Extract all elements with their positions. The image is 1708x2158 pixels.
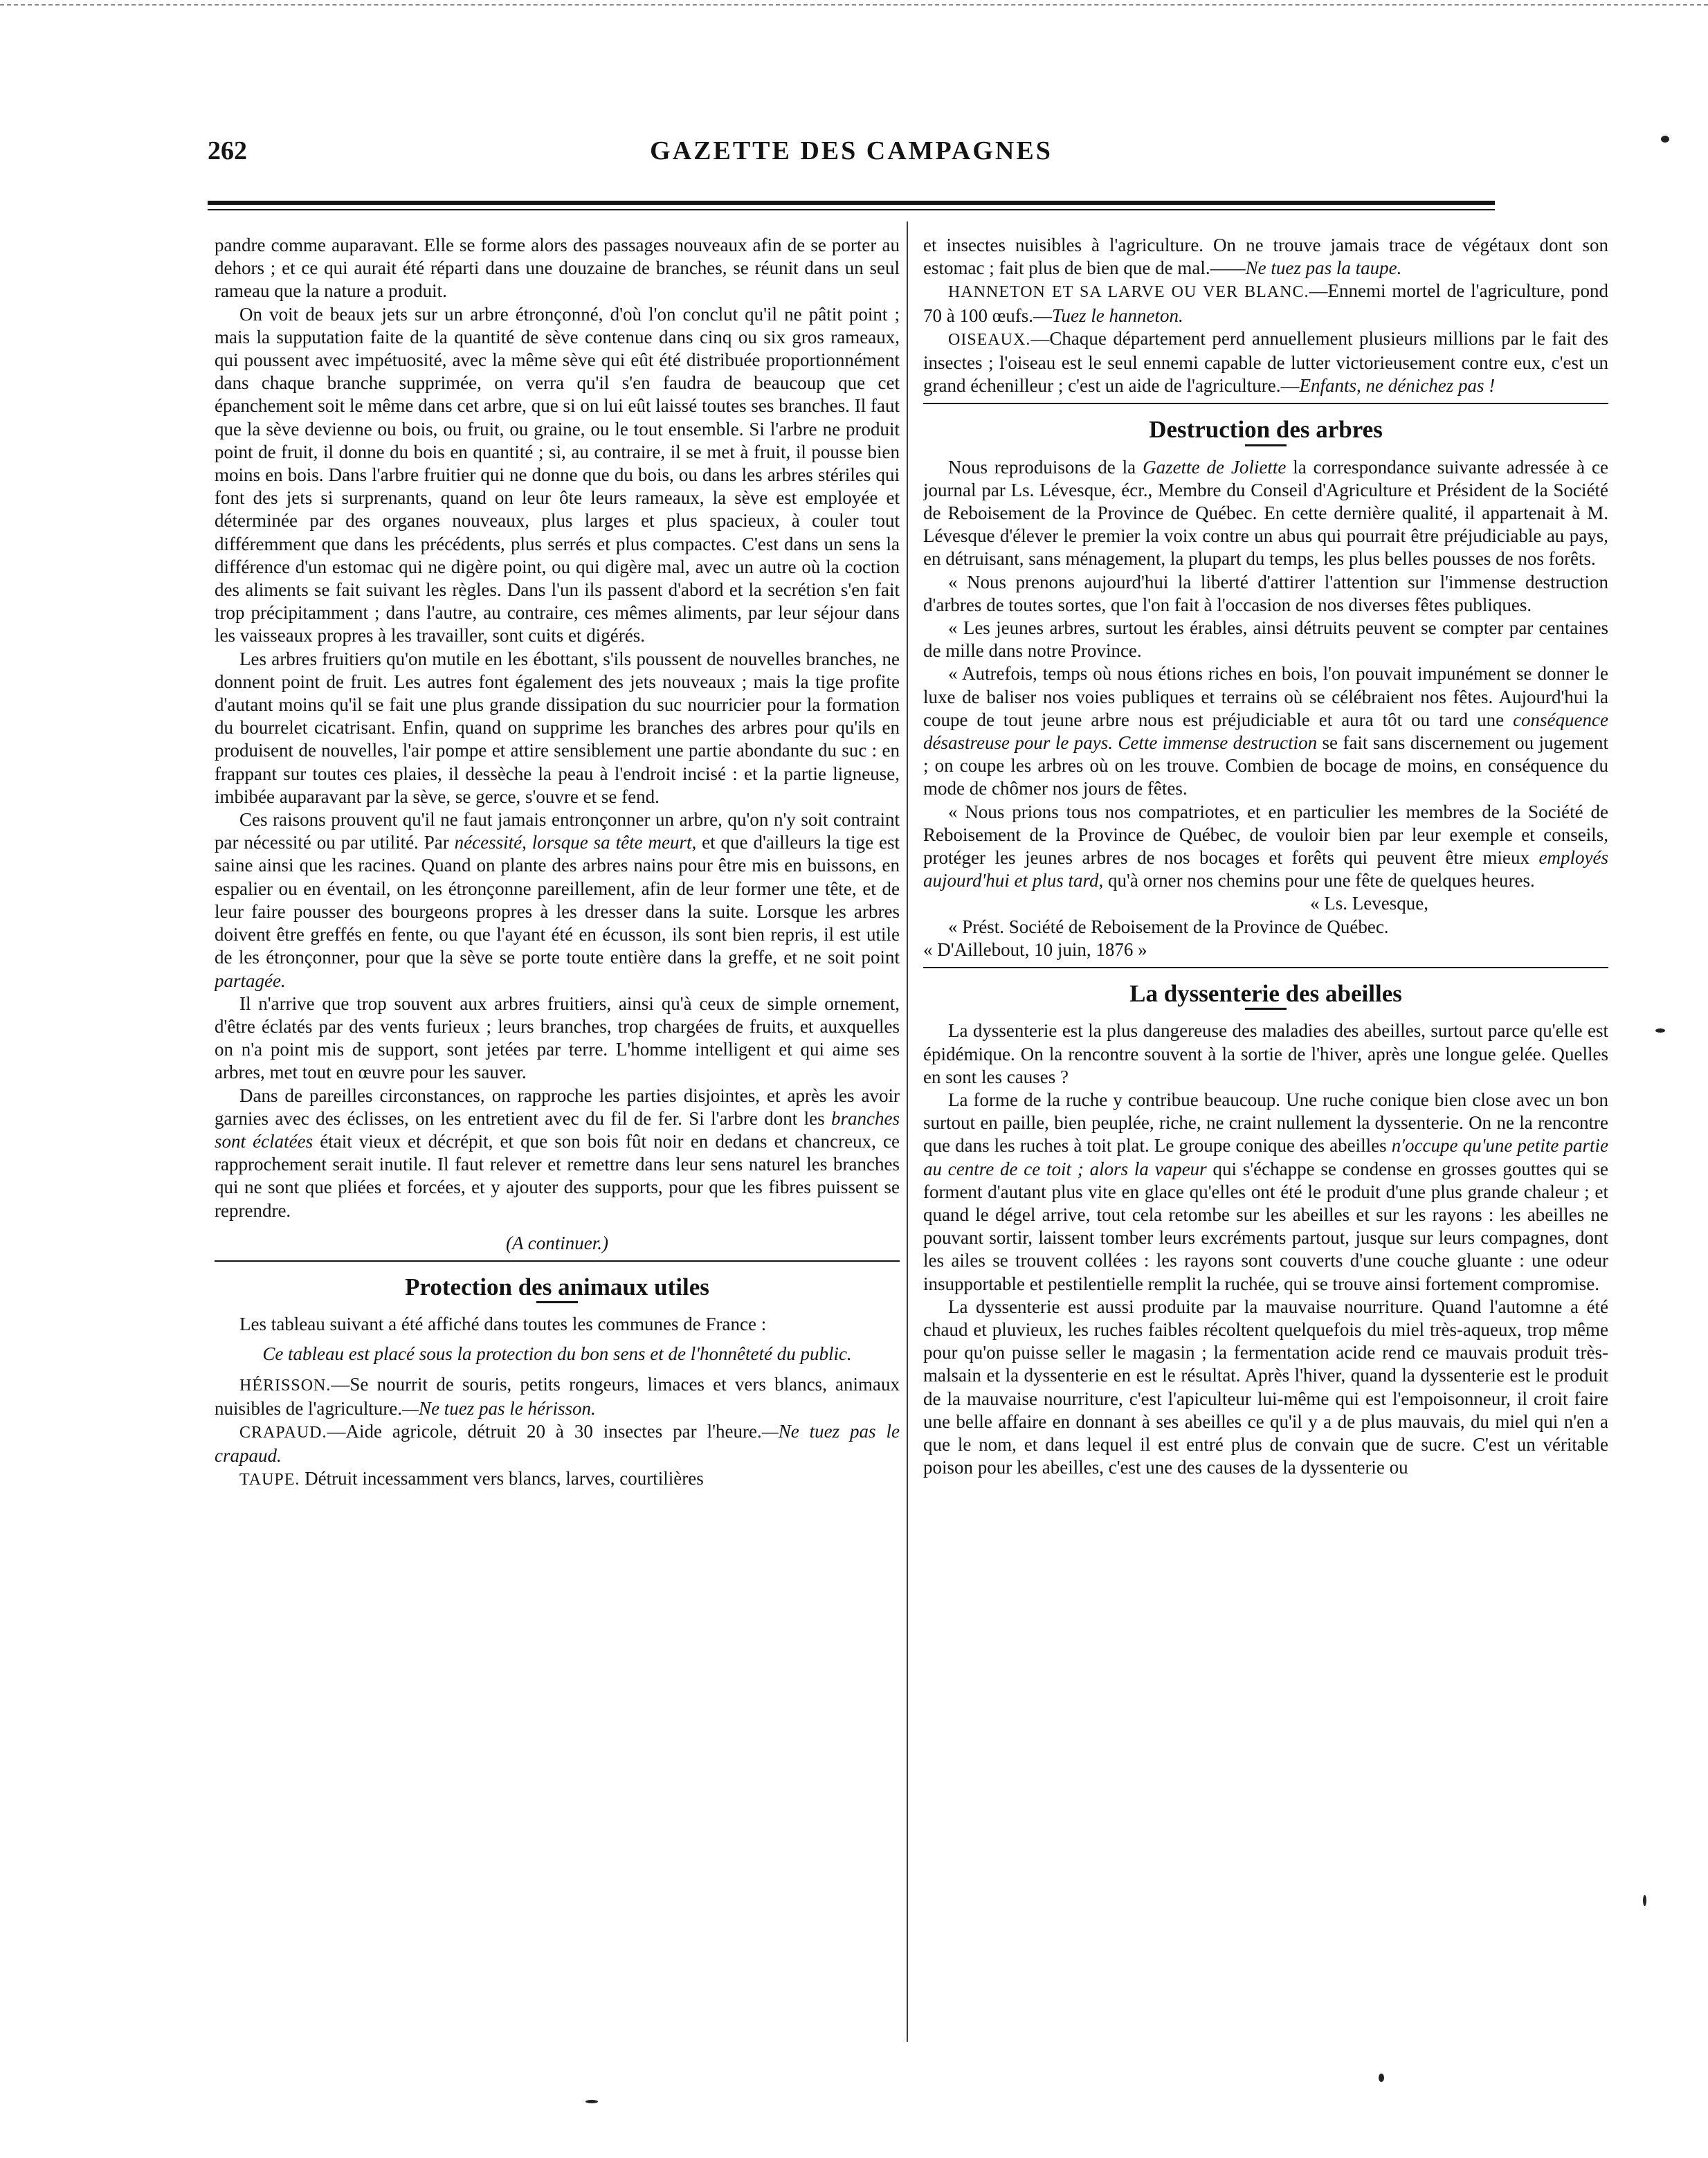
top-border [0, 4, 1708, 6]
section-dash [1245, 444, 1287, 446]
paragraph: « Les jeunes arbres, surtout les érables, ainsi détruits peuvent se compter par centaines de mille dans notre Province. [923, 617, 1608, 662]
paragraph: Dans de pareilles circonstances, on rapproche les parties disjointes, et après les avoir garnies avec des éclisses, on les entretient avec du fil de fer. Si l'arbre dont les branches sont éclatées était vieux et décrépit, et que son bois fût noir en dedans et chancreux, ce rapprochement serait inutile. Il faut relever et remettre dans leur sens naturel les branches qui ne sont que pliées et forcées, et y ajouter des supports, pour que les fibres puissent se reprendre. [215, 1085, 900, 1221]
paragraph: Il n'arrive que trop souvent aux arbres fruitiers, ainsi qu'à ceux de simple ornement, d'être éclatés par des vents furieux ; leurs branches, trop chargées de fruits, et auxquelles on n'a point mis de support, sont jetées par terre. L'homme intelligent et qui aime ses arbres, met tout en œuvre pour les sauver. [215, 992, 900, 1083]
section-rule [923, 403, 1608, 404]
signature: « Ls. Levesque, [1310, 893, 1428, 914]
running-title: GAZETTE DES CAMPAGNES [650, 136, 1053, 165]
paragraph: « Nous prenons aujourd'hui la liberté d'attirer l'attention sur l'immense destruction d'arbres de toutes sortes, que l'on fait à l'occasion de nos diverses fêtes publiques. [923, 571, 1608, 615]
entry-crapaud: CRAPAUD.—Aide agricole, détruit 20 à 30 insectes par l'heure.—Ne tuez pas le crapaud. [215, 1420, 900, 1467]
scan-speck [1661, 136, 1669, 143]
paragraph: La dyssenterie est aussi produite par la mauvaise nourriture. Quand l'automne a été chaud et pluvieux, les ruches faibles récoltent quelquefois du miel très-aqueux, trop même pour qu'on puisse seller le magasin ; la fermentation acide rend ce mauvais produit très-malsain et la dyssenterie en est le résultat. Après l'hiver, quand la dyssenterie est le produit de la mauvaise nourriture, c'est l'apiculteur lui-même qui est l'empoisonneur, il croit faire une belle affaire en donnant à ses abeilles ce qu'il y a de plus mauvais, du miel qui n'en a que le nom, et dans lequel il est entré plus de convain que de sucre. C'est un véritable poison pour les abeilles, c'est une des causes de la dyssenterie ou [923, 1296, 1608, 1478]
page-header [208, 136, 1495, 177]
section-dash [1245, 1008, 1287, 1010]
right-column [923, 234, 1608, 2047]
scan-speck [1379, 2074, 1384, 2082]
scan-speck [585, 2100, 598, 2103]
section-dash [536, 1301, 578, 1303]
header-rule-thin [208, 209, 1495, 210]
section-title: Protection des animaux utiles [405, 1273, 709, 1300]
paragraph: On voit de beaux jets sur un arbre étronçonné, d'où l'on conclut qu'il ne pâtit point ; mais la supputation faite de la quantité de sève contenue dans cinq ou six gros rameaux, qui poussent avec impétuosité, avec la même sève qui eût été distribuée proportionnément dans chaque branche supprimée, on verra qu'il s'en faudra de beaucoup que cet épanchement soit le même dans cet arbre, que si on lui eût laissé toutes ses branches. Il faut que la sève devienne ou bois, ou fruit, ou graine, ou le tout ensemble. Si l'arbre ne produit point de fruit, il donne du bois en quantité ; si, au contraire, il se met à fruit, il pousse bien moins en bois. Dans l'arbre fruitier qui ne donne que du bois, ou dans les arbres stériles qui font des jets si surprenants, quand on leur ôte leurs rameaux, la sève est employée et déterminée par des organes nouveaux, plus larges et plus spacieux, à couler tout différemment que dans les précédents, plus serrés et plus compactes. C'est dans un sens la différence d'un estomac qui ne digère point, ou qui digère mal, avec un autre où la coction des aliments se fait suivant les règles. Dans l'un ils passent d'abord et la secrétion s'en fait trop précipitamment ; dans l'autre, au contraire, ces mêmes aliments, par leur séjour dans les vaisseaux propres à les travailler, sont cuits et digérés. [215, 303, 900, 646]
paragraph: Ces raisons prouvent qu'il ne faut jamais entronçonner un arbre, qu'on n'y soit contraint par nécessité ou par utilité. Par nécessité, lorsque sa tête meurt, et que d'ailleurs la tige est saine ainsi que les racines. Quand on plante des arbres nains pour être mis en buissons, en espalier ou en éventail, on les étronçonne pareillement, afin de leur former une tête, et de leur faire pousser des bourgeons propres à les dresser dans la suite. Lorsque les arbres doivent être greffés en fente, ou que l'ayant été en écusson, ils sont bien repris, il est utile de les étronçonner, pour que la sève se porte toute entière dans la greffe, et ne soit point partagée. [215, 809, 900, 991]
quote: Ce tableau est placé sous la protection du bon sens et de l'honnêteté du public. [262, 1343, 852, 1365]
entry-herisson: HÉRISSON.—Se nourrit de souris, petits rongeurs, limaces et vers blancs, animaux nuisibles de l'agriculture.—Ne tuez pas le hérisson. [215, 1373, 900, 1419]
paragraph: Nous reproduisons de la Gazette de Joliette la correspondance suivante adressée à ce journal par Ls. Lévesque, écr., Membre du Conseil d'Agriculture et Président de la Société de Reboisement de la Province de Québec. En cette dernière qualité, il appartenait à M. Lévesque d'élever le premier la voix contre un abus qui pourrait être préjudiciable au pays, en détruisant, sans ménagement, la plupart du temps, les plus belles pousses de nos forêts. [923, 456, 1608, 570]
header-rule [208, 201, 1495, 205]
paragraph: « Autrefois, temps où nous étions riches en bois, l'on pouvait impunément se donner le luxe de baliser nos voies publiques et terrains où se célébraient nos fêtes. Aujourd'hui la coupe de tout jeune arbre nous est préjudiciable et aura tôt ou tard une conséquence désastreuse pour le pays. Cette immense destruction se fait sans discernement ou jugement ; on coupe les arbres où on les trouve. Combien de bocage de moins, en conséquence du mode de chômer nos jours de fêtes. [923, 663, 1608, 799]
section-title: La dyssenterie des abeilles [1129, 980, 1402, 1008]
page-number: 262 [208, 136, 247, 165]
paragraph: pandre comme auparavant. Elle se forme alors des passages nouveaux afin de se porter au dehors ; et ce qui aurait été réparti dans une douzaine de branches, se réunit dans un seul rameau que la nature a produit. [215, 235, 900, 302]
entry-taupe: TAUPE. Détruit incessamment vers blancs, larves, courtilières [239, 1468, 704, 1489]
entry-hanneton: HANNETON ET SA LARVE OU VER BLANC.—Ennemi mortel de l'agriculture, pond 70 à 100 œufs.—Tuez le hanneton. [923, 280, 1608, 326]
entry-oiseaux: OISEAUX.—Chaque département perd annuellement plusieurs millions par le fait des insectes ; l'oiseau est le seul ennemi capable de lutter victorieusement contre eux, c'est un grand échenilleur ; c'est un aide de l'agriculture.—Enfants, ne dénichez pas ! [923, 327, 1608, 397]
entry-taupe-cont: et insectes nuisibles à l'agriculture. On ne trouve jamais trace de végétaux dont son estomac ; fait plus de bien que de mal.——Ne tuez pas la taupe. [923, 235, 1608, 279]
column-separator [907, 221, 908, 2042]
paragraph: Les arbres fruitiers qu'on mutile en les ébottant, s'ils poussent de nouvelles branches, ne donnent point de fruit. Les autres font également des jets nouveaux ; mais la tige profite d'autant moins qu'il se fait une plus grande dissipation du suc nourricier pour la formation du bourrelet cicatrisant. Enfin, quand on supprime les branches des arbres pour qu'ils en produisent de nouvelles, l'air pompe et attire sensiblement une partie abondante du suc : en frappant sur toutes ces plaies, il dessèche la peau à l'endroit incisé : et la partie ligneuse, imbibée auparavant par la sève, se gerce, s'ouvre et se fend. [215, 648, 900, 807]
scan-speck [1655, 1028, 1665, 1033]
paragraph: « Nous prions tous nos compatriotes, et en particulier les membres de la Société de Reboisement de la Province de Québec, de vouloir bien par leur exemple et conseils, protéger les jeunes arbres de nos bocages et forêts qui peuvent être mieux employés aujourd'hui et plus tard, qu'à orner nos chemins pour une fête de quelques heures. [923, 801, 1608, 891]
signature-place: « D'Aillebout, 10 juin, 1876 » [923, 939, 1147, 960]
paragraph: La forme de la ruche y contribue beaucoup. Une ruche conique bien close avec un bon surtout en paille, bien peuplée, riche, ne craint nullement la dyssenterie. On ne la rencontre que dans les ruches à toit plat. Le groupe conique des abeilles n'occupe qu'une petite partie au centre de ce toit ; alors la vapeur qui s'échappe se condense en grosses gouttes qui se forment d'autant plus vite en glace qu'elles ont été le produit d'une plus grande chaleur ; et quand le dégel arrive, tout cela retombe sur les abeilles et sur les rayons : les abeilles ne pouvant sortir, laissent tomber leurs excréments partout, jusque sur leurs compagnes, dont les ailes se trouvent collées : les rayons sont couverts d'une couche gluante : une odeur insupportable et pestilentielle remplit la ruchée, qui se trouve ainsi fortement compromise. [923, 1089, 1608, 1294]
scan-speck [1643, 1895, 1646, 1906]
section-rule [215, 1260, 900, 1262]
paragraph: La dyssenterie est la plus dangereuse des maladies des abeilles, surtout parce qu'elle est épidémique. On la rencontre souvent à la sortie de l'hiver, après une longue gelée. Quelles en sont les causes ? [923, 1020, 1608, 1087]
left-column [215, 234, 900, 2047]
section-rule [923, 967, 1608, 968]
section-title: Destruction des arbres [1149, 416, 1383, 444]
paragraph: Les tableau suivant a été affiché dans toutes les communes de France : [239, 1314, 767, 1335]
to-continue-note: (A continuer.) [506, 1232, 608, 1253]
signature-title: « Prést. Société de Reboisement de la Province de Québec. [948, 916, 1389, 937]
